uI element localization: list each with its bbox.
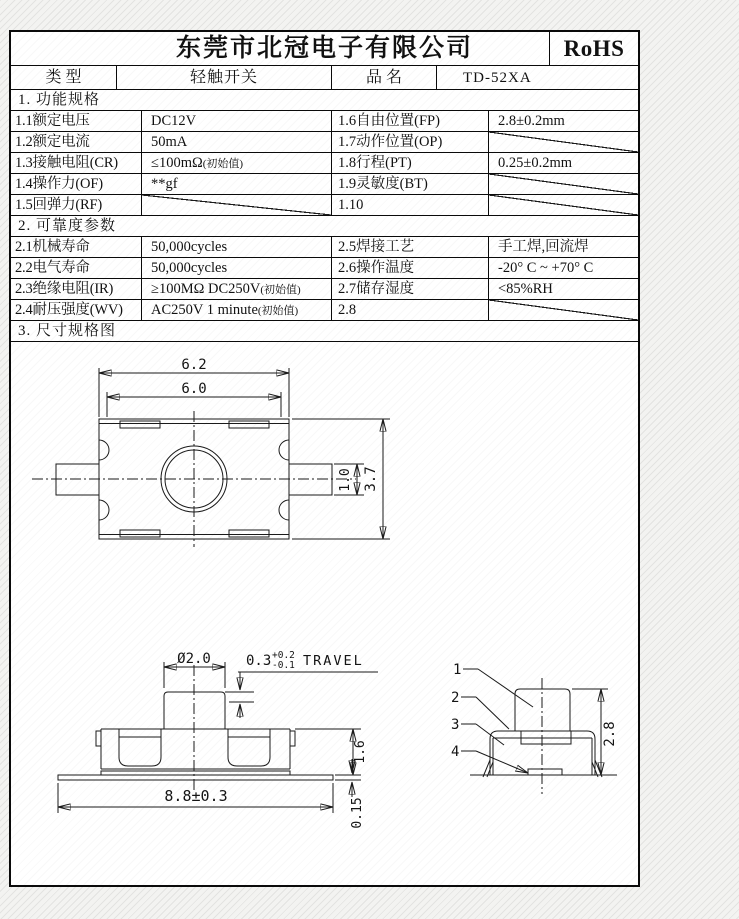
spec-item-label: 2.6操作温度 (332, 258, 489, 278)
spec-item-value: 0.25±0.2mm (498, 155, 573, 171)
spec-item-value: 50,000cycles (142, 237, 332, 257)
table-row (11, 111, 638, 132)
spec-item-value (489, 195, 638, 215)
type-name-row (11, 66, 638, 90)
spec-item-value (142, 195, 332, 215)
table-row (11, 132, 638, 153)
spec-item-label: 1.10 (332, 195, 489, 215)
travel-text-label: TRAVEL (303, 653, 364, 669)
dim-lead-span-label: 8.8±0.3 (164, 787, 228, 805)
section-header-row (11, 90, 638, 111)
spec-item-value: ≥100MΩ DC250V(初始值) (142, 279, 332, 299)
spec-item-label: 1.7动作位置(OP) (332, 132, 489, 152)
spec-item-label: 1.9灵敏度(BT) (332, 174, 489, 194)
table-row (11, 153, 638, 174)
rohs-cell (549, 32, 638, 65)
spec-item-value: 手工焊,回流焊 (498, 239, 589, 255)
spec-item-value: 50mA (142, 132, 332, 152)
section-title: 3. 尺寸规格图 (18, 323, 117, 339)
spec-item-label: 1.4操作力(OF) (11, 174, 142, 194)
callout-1-label: 1 (453, 662, 462, 678)
spec-item-value: -20° C ~ +70° C (498, 260, 594, 276)
dim-body-height-label: 1.6 (353, 740, 368, 764)
spec-item-value: 50,000cycles (142, 258, 332, 278)
spec-table-body (11, 90, 638, 342)
callout-4-label: 4 (451, 744, 460, 760)
section-header-row (11, 216, 638, 237)
type-label: 类 型 (11, 66, 117, 89)
table-row (11, 237, 638, 258)
spec-item-label: 2.8 (332, 300, 489, 320)
spec-item-value: 2.8±0.2mm (498, 113, 565, 129)
table-row (11, 195, 638, 216)
spec-item-label: 1.1额定电压 (11, 111, 142, 131)
rohs-badge: RoHS (563, 35, 625, 61)
table-row (11, 279, 638, 300)
spec-item-value: <85%RH (498, 281, 553, 297)
dim-stem-label: Ø2.0 (177, 651, 211, 667)
spec-item-value: ≤100mΩ(初始值) (142, 153, 332, 173)
spec-item-label: 2.1机械寿命 (11, 237, 142, 257)
spec-item-label: 1.8行程(PT) (332, 153, 489, 173)
spec-item-label: 2.3绝缘电阻(IR) (11, 279, 142, 299)
travel-value-label: 0.3 (246, 653, 272, 669)
callout-2-label: 2 (451, 690, 460, 706)
spec-item-value: **gf (142, 174, 332, 194)
dim-plate-label: 0.15 (350, 797, 365, 829)
section-title: 1. 功能规格 (18, 92, 101, 108)
type-value: 轻触开关 (117, 66, 332, 89)
datasheet-page (9, 30, 640, 887)
section-title: 2. 可靠度参数 (18, 218, 117, 234)
part-value: TD-52XA (463, 70, 532, 86)
part-label: 品 名 (332, 66, 437, 89)
section-header-row (11, 321, 638, 342)
spec-item-label: 2.4耐压强度(WV) (11, 300, 142, 320)
spec-item-value (489, 132, 638, 152)
spec-item-label: 1.5回弹力(RF) (11, 195, 142, 215)
dim-outer-width-label: 6.2 (181, 357, 207, 373)
travel-plus-label: +0.2 (272, 650, 295, 661)
spec-item-value (489, 174, 638, 194)
company-name: 东莞市北冠电子有限公司 (175, 35, 473, 62)
dim-inner-width-label: 6.0 (181, 381, 207, 397)
dim-terminal-label: 1.0 (338, 468, 353, 492)
spec-item-label: 2.5焊接工艺 (332, 237, 489, 257)
dim-body-height-label: 3.7 (363, 466, 379, 492)
spec-item-label: 2.2电气寿命 (11, 258, 142, 278)
spec-item-label: 2.7储存湿度 (332, 279, 489, 299)
spec-item-label: 1.6自由位置(FP) (332, 111, 489, 131)
callout-3-label: 3 (451, 717, 460, 733)
dim-total-height-label: 2.8 (602, 721, 618, 747)
table-row (11, 300, 638, 321)
spec-item-label: 1.3接触电阻(CR) (11, 153, 142, 173)
travel-minus-label: -0.1 (272, 660, 295, 671)
title-row (11, 32, 638, 66)
spec-item-value (489, 300, 638, 320)
table-row (11, 174, 638, 195)
table-row (11, 258, 638, 279)
spec-item-label: 1.2额定电流 (11, 132, 142, 152)
spec-item-value: AC250V 1 minute(初始值) (142, 300, 332, 320)
spec-item-value: DC12V (142, 111, 332, 131)
